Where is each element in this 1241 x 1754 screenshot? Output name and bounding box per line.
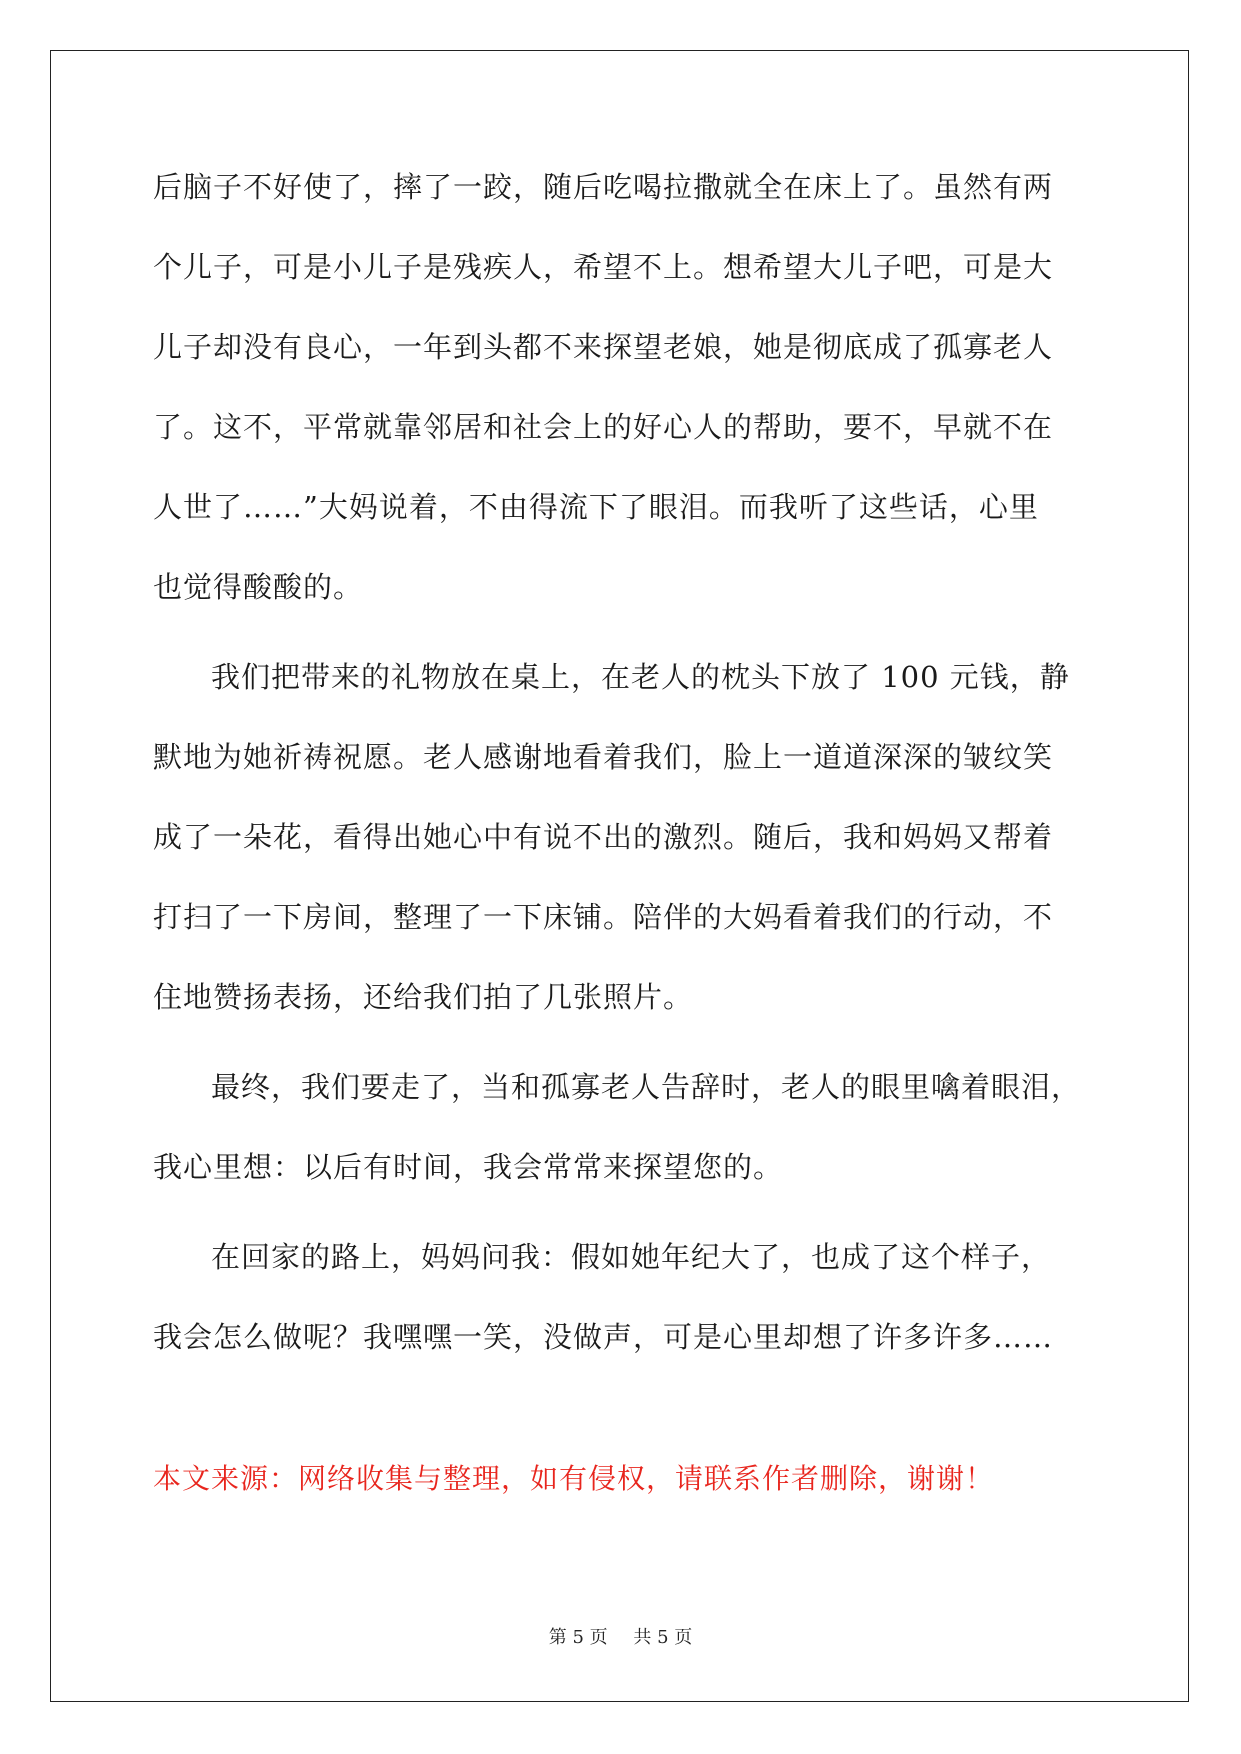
- text-line: 儿子却没有良心，一年到头都不来探望老娘，她是彻底成了孤寡老人: [153, 330, 1054, 364]
- text-line: 住地赞扬表扬，还给我们拍了几张照片。: [153, 980, 694, 1014]
- page-total: 共 5 页: [633, 1627, 693, 1648]
- paragraph-start-line: 最终，我们要走了，当和孤寡老人告辞时，老人的眼里噙着眼泪，: [211, 1070, 1082, 1104]
- text-line: 我心里想：以后有时间，我会常常来探望您的。: [153, 1150, 784, 1184]
- text-line: 后脑子不好使了，摔了一跤，随后吃喝拉撒就全在床上了。虽然有两: [153, 170, 1054, 204]
- text-line: 默地为她祈祷祝愿。老人感谢地看着我们，脸上一道道深深的皱纹笑: [153, 740, 1054, 774]
- paragraph-start-line: 在回家的路上，妈妈问我：假如她年纪大了，也成了这个样子，: [211, 1240, 1052, 1274]
- text-line: 打扫了一下房间，整理了一下床铺。陪伴的大妈看着我们的行动，不: [153, 900, 1054, 934]
- text-line: 人世了……”大妈说着，不由得流下了眼泪。而我听了这些话，心里: [153, 490, 1039, 524]
- text-line: 个儿子，可是小儿子是残疾人，希望不上。想希望大儿子吧，可是大: [153, 250, 1054, 284]
- paragraph-start-line: 我们把带来的礼物放在桌上，在老人的枕头下放了 100 元钱，静: [211, 660, 1070, 694]
- text-line: 成了一朵花，看得出她心中有说不出的激烈。随后，我和妈妈又帮着: [153, 820, 1054, 854]
- text-line: 了。这不，平常就靠邻居和社会上的好心人的帮助，要不，早就不在: [153, 410, 1054, 444]
- page-footer: [0, 1623, 1241, 1649]
- source-disclaimer: 本文来源：网络收集与整理，如有侵权，请联系作者删除，谢谢！: [153, 1462, 995, 1495]
- text-line: 我会怎么做呢？我嘿嘿一笑，没做声，可是心里却想了许多许多……: [153, 1320, 1054, 1354]
- text-line: 也觉得酸酸的。: [153, 570, 364, 604]
- page-number: 第 5 页: [548, 1627, 608, 1648]
